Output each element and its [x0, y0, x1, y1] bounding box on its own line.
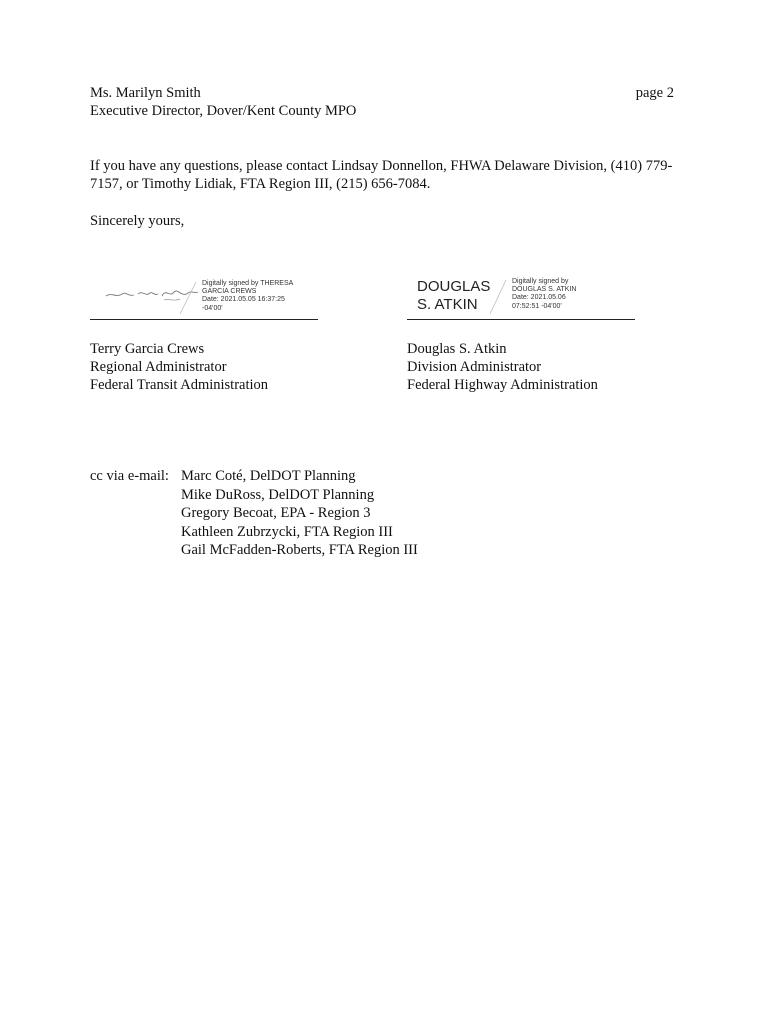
cc-recipient: Kathleen Zubrzycki, FTA Region III — [181, 523, 393, 540]
cc-recipient: Mike DuRoss, DelDOT Planning — [181, 486, 375, 503]
cc-label: cc via e-mail: — [90, 468, 169, 484]
signer-name: Douglas S. Atkin — [407, 341, 507, 357]
digital-signature-text: -04'00' — [202, 304, 223, 312]
signer-title: Regional Administrator — [90, 359, 227, 375]
cc-recipient: Gregory Becoat, EPA - Region 3 — [181, 505, 371, 521]
signature-line — [90, 319, 318, 320]
digital-signature-text: Date: 2021.05.06 — [512, 294, 566, 302]
signer-agency: Federal Transit Administration — [90, 377, 269, 393]
signer-agency: Federal Highway Administration — [407, 377, 598, 393]
signature-slash-icon — [176, 280, 200, 316]
digital-signature-text: Date: 2021.05.05 16:37:25 — [202, 296, 285, 304]
closing: Sincerely yours, — [90, 213, 185, 229]
stamp-name-line-2: S. ATKIN — [417, 296, 478, 313]
signature-slash-icon — [486, 278, 510, 316]
signer-title: Division Administrator — [407, 359, 542, 375]
contact-paragraph-line-2: 7157, or Timothy Lidiak, FTA Region III, (215) 656-7084. — [90, 176, 431, 192]
digital-signature-text: 07:52:51 -04'00' — [512, 302, 562, 310]
cc-recipient-list — [181, 467, 418, 560]
cc-recipient: Marc Coté, DelDOT Planning — [181, 468, 356, 484]
cc-recipient: Gail McFadden-Roberts, FTA Region III — [181, 542, 418, 558]
contact-paragraph-line-1: If you have any questions, please contact Lindsay Donnellon, FHWA Delaware Division, (410) 779- — [90, 158, 673, 174]
digital-signature-text: GARCIA CREWS — [202, 288, 257, 296]
page-number: page 2 — [635, 85, 674, 101]
digital-signature-text: DOUGLAS S. ATKIN — [512, 286, 577, 294]
stamp-name-line-1: DOUGLAS — [417, 278, 491, 295]
digital-signature-text: Digitally signed by — [512, 278, 569, 285]
signer-name: Terry Garcia Crews — [90, 341, 205, 357]
signature-line — [407, 319, 635, 320]
recipient-name: Ms. Marilyn Smith — [90, 85, 201, 101]
recipient-title: Executive Director, Dover/Kent County MPO — [90, 103, 357, 119]
digital-signature-text: Digitally signed by THERESA — [202, 280, 294, 287]
